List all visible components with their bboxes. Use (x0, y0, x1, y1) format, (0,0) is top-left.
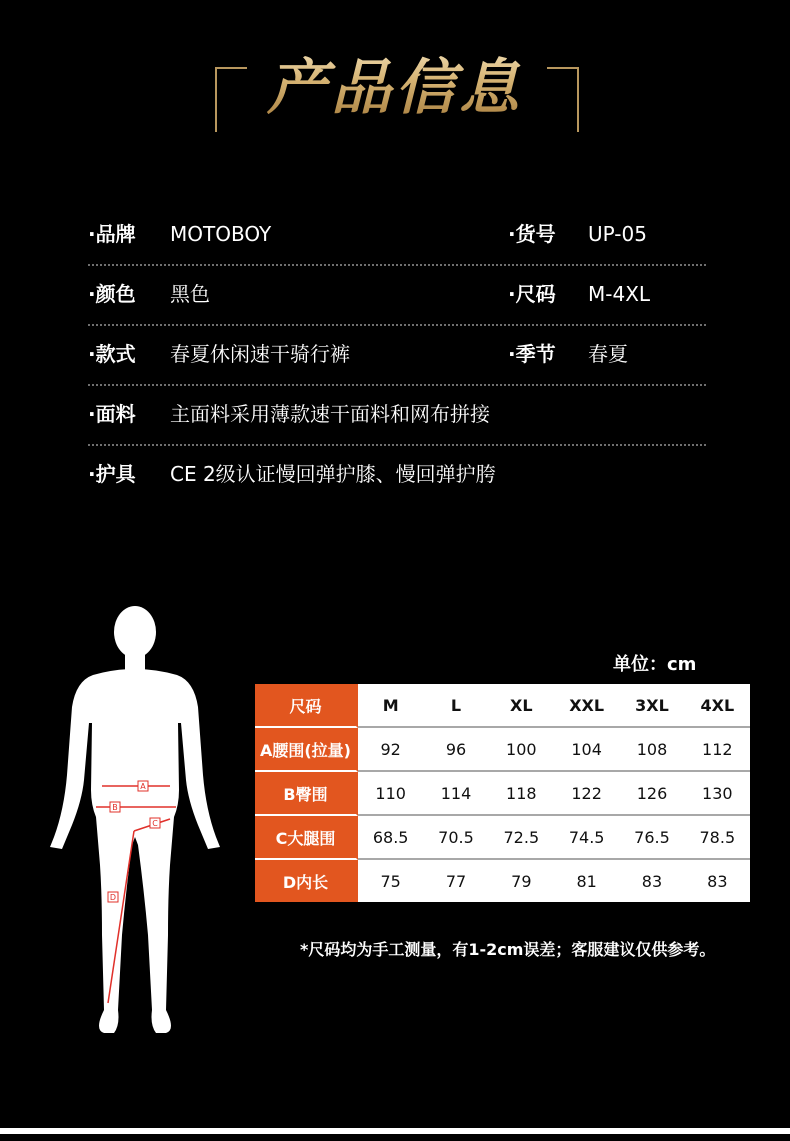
table-row (255, 860, 750, 902)
marker-d: D (109, 893, 117, 902)
unit-label: 单位：cm (613, 654, 697, 675)
table-cell: 110 (358, 772, 423, 816)
table-row (255, 728, 750, 772)
table-cell: 70.5 (423, 816, 488, 860)
info-row-fabric (88, 384, 706, 446)
table-cell: 92 (358, 728, 423, 772)
info-key: ·尺码 (508, 282, 556, 306)
info-key: ·颜色 (88, 282, 136, 306)
row-header: D内长 (255, 860, 358, 902)
table-header-row (255, 684, 750, 728)
body-measurement-figure (38, 605, 233, 1040)
table-cell: 130 (685, 772, 750, 816)
table-cell: 104 (554, 728, 619, 772)
info-value: 主面料采用薄款速干面料和网布拼接 (170, 402, 490, 426)
page-header (0, 0, 790, 140)
info-value: 春夏休闲速干骑行裤 (170, 342, 350, 366)
marker-a: A (140, 782, 146, 791)
table-cell: 72.5 (489, 816, 554, 860)
table-cell: 68.5 (358, 816, 423, 860)
table-cell: 114 (423, 772, 488, 816)
size-header: L (423, 684, 488, 728)
table-cell: 77 (423, 860, 488, 902)
table-cell: 74.5 (554, 816, 619, 860)
bottom-divider (0, 1128, 790, 1134)
info-value: M-4XL (588, 282, 651, 306)
table-cell: 83 (685, 860, 750, 902)
info-value: MOTOBOY (170, 222, 272, 246)
info-row-protection (88, 444, 706, 504)
table-cell: 81 (554, 860, 619, 902)
info-value: 黑色 (170, 282, 210, 306)
page-title: 产品信息 (0, 40, 790, 126)
info-key: ·季节 (508, 342, 556, 366)
size-header: M (358, 684, 423, 728)
table-cell: 78.5 (685, 816, 750, 860)
size-header: XL (489, 684, 554, 728)
row-header: 尺码 (255, 684, 358, 728)
title-bracket-right (547, 67, 579, 132)
table-cell: 126 (619, 772, 684, 816)
marker-b: B (112, 803, 118, 812)
table-cell: 122 (554, 772, 619, 816)
info-row-style (88, 324, 706, 386)
human-silhouette (50, 606, 220, 1033)
row-header: B臀围 (255, 772, 358, 816)
marker-c: C (152, 819, 158, 828)
info-row-color (88, 264, 706, 326)
size-header: 4XL (685, 684, 750, 728)
table-cell: 112 (685, 728, 750, 772)
row-header: C大腿围 (255, 816, 358, 860)
info-value: 春夏 (588, 342, 628, 366)
table-cell: 75 (358, 860, 423, 902)
table-cell: 100 (489, 728, 554, 772)
size-header: 3XL (619, 684, 684, 728)
table-row (255, 816, 750, 860)
info-row-brand (88, 204, 706, 266)
table-cell: 108 (619, 728, 684, 772)
table-cell: 79 (489, 860, 554, 902)
info-key: ·款式 (88, 342, 136, 366)
table-cell: 118 (489, 772, 554, 816)
table-cell: 76.5 (619, 816, 684, 860)
info-key: ·品牌 (88, 222, 136, 246)
row-header: A腰围(拉量) (255, 728, 358, 772)
info-key: ·面料 (88, 402, 136, 426)
size-table (255, 684, 750, 902)
table-cell: 96 (423, 728, 488, 772)
table-cell: 83 (619, 860, 684, 902)
size-header: XXL (554, 684, 619, 728)
table-row (255, 772, 750, 816)
info-value: UP-05 (588, 222, 647, 246)
info-value: CE 2级认证慢回弹护膝、慢回弹护胯 (170, 462, 496, 486)
info-key: ·货号 (508, 222, 556, 246)
measurement-note: *尺码均为手工测量，有1-2cm误差；客服建议仅供参考。 (300, 940, 716, 959)
info-key: ·护具 (88, 462, 136, 486)
